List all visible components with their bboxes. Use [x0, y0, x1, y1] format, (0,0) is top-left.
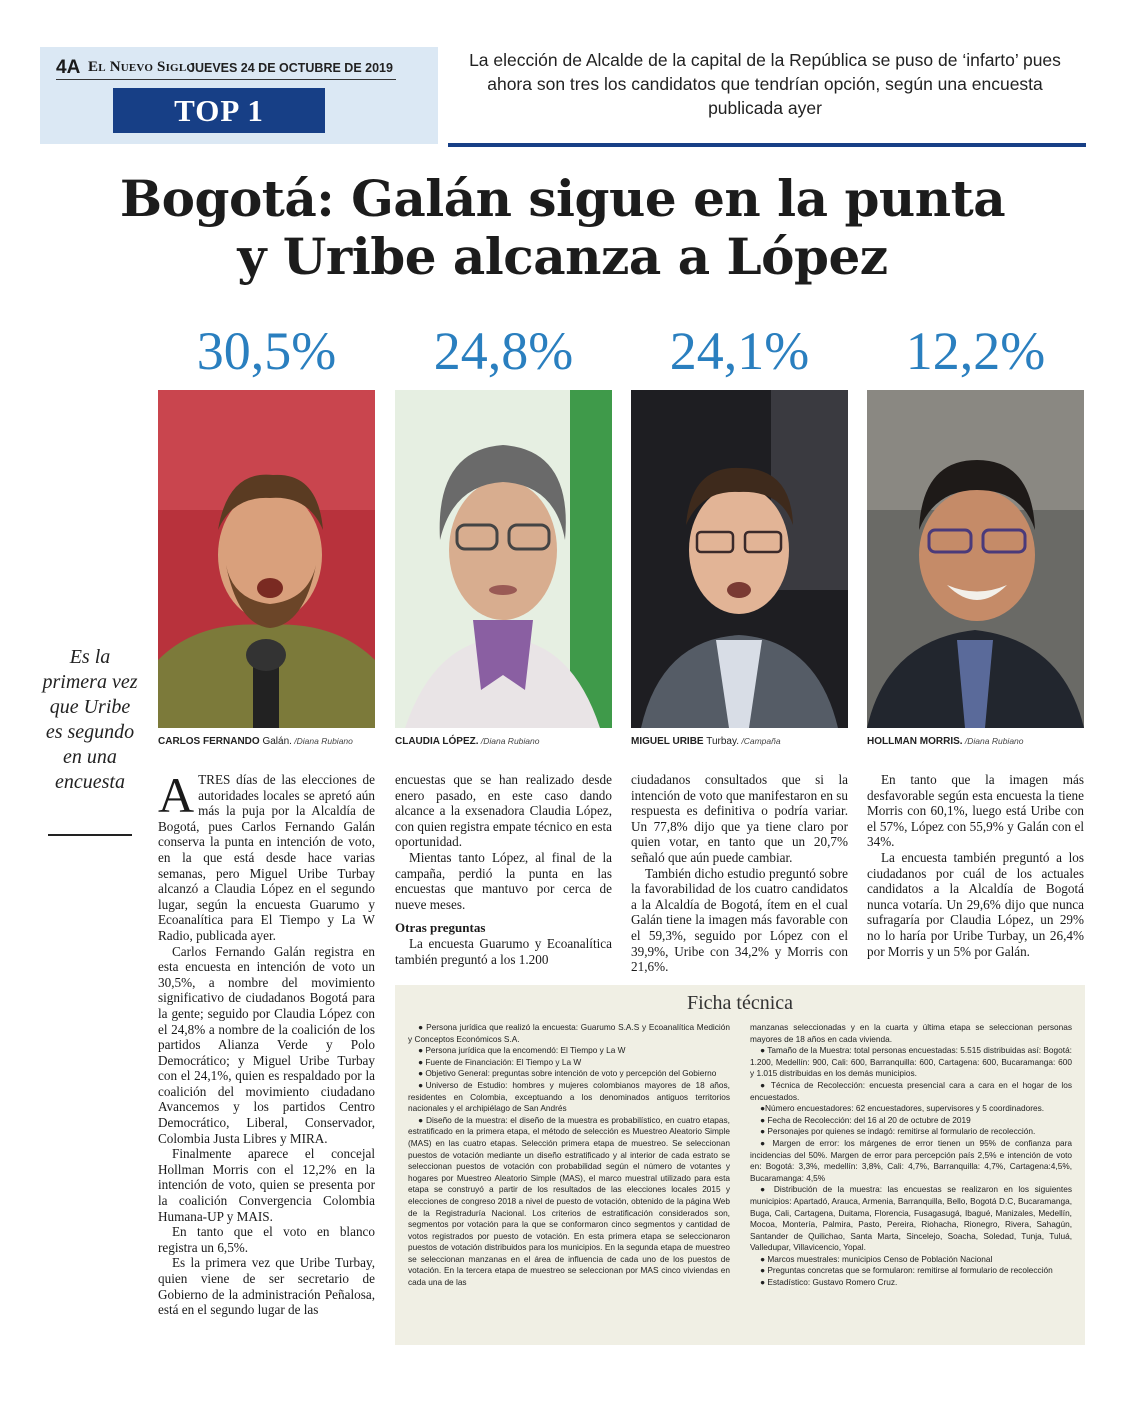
body-paragraph: ciudadanos consultados que si la intención de voto que manifestaron en su respuesta es definitiva o podría variar. Un 77,8% dijo que ya tiene claro por quien votar, en tanto que un 20,7% señaló que aún puede cambiar. — [631, 772, 848, 865]
pct-uribe: 24,1% — [669, 321, 810, 381]
body-paragraph: Carlos Fernando Galán registra en esta encuesta en intención de voto un 30,5%, a nombre del movimiento significativo de ciudadanos Bogotá para la gente; seguido por Claudia López con el 24,8% a nombre de la coalición de los partidos Alianza Verde y Polo Democrático; y Miguel Uribe Turbay con el 24,1%, quien es respaldado por la coalición del movimiento ciudadano Avancemos y los partidos Centro Democrático, Liberal, Conservador, Colombia Justa Libres y MIRA. — [158, 943, 375, 1146]
header-rule — [56, 79, 396, 80]
subheading: Otras preguntas — [395, 920, 486, 936]
photo-morris — [867, 390, 1084, 728]
ficha-item: ● Distribución de la muestra: las encuestas se realizaron en los siguientes municipios: Apartadó, Arauca, Armenia, Barranquilla, Bello, Bogotá D.C, Bucaramanga, Buga, Cali, Cartagena, Duitama, Florencia, Fusagasugá, Ibagué, Manizales, Medellín, Mocoa, Montería, Palmira, Pasto, Pereira, Riohacha, Rionegro, Rivera, Sahagún, Santander de Quilichao, Santa Marta, Sincelejo, Soacha, Soledad, Tunja, Tuluá, Valledupar, Villavicencio, Yopal. — [750, 1184, 1072, 1253]
caption-rest: Galán. — [259, 736, 292, 747]
caption-uribe — [631, 736, 781, 747]
body-column-2 — [395, 772, 612, 967]
pct-galan: 30,5% — [196, 321, 337, 381]
pull-quote: Es la primera vez que Uribe es segundo en una encuesta — [42, 646, 138, 793]
body-column-3 — [631, 772, 848, 975]
photo-credit: /Diana Rubiano — [962, 736, 1024, 746]
body-paragraph: Finalmente aparece el concejal Hollman Morris con el 12,2% en la intención de voto, quien se presenta por la coalición Convergencia Colombia Humana-UP y MAIS. — [158, 1146, 375, 1224]
ficha-item: ● Objetivo General: preguntas sobre intención de voto y percepción del Gobierno — [418, 1068, 717, 1079]
ficha-item: ● Marcos muestrales: municipios Censo de Población Nacional — [760, 1253, 993, 1264]
caption-name: MIGUEL URIBE — [631, 736, 704, 747]
ficha-item: ● Tamaño de la Muestra: total personas encuestadas: 5.515 distribuidas así: Bogotá: 1.200, Medellín: 900, Cali: 600, Barranquilla: 600, Cartagena: 600, Bucaramanga: 600 y 1.015 distribuidas en los demás municipios. — [750, 1045, 1072, 1079]
caption-name: HOLLMAN MORRIS. — [867, 736, 963, 747]
drop-cap: A — [158, 767, 195, 823]
headline-line-2: y Uribe alcanza a López — [237, 227, 888, 286]
ficha-item: manzanas seleccionadas y en la cuarta y última etapa se seleccionan personas mayores de 18 años en cada vivienda. — [750, 1022, 1072, 1044]
photo-uribe — [631, 390, 848, 728]
ficha-item: ● Preguntas concretas que se formularon: remitirse al formulario de recolección — [760, 1265, 1053, 1276]
ficha-tecnica-title: Ficha técnica — [686, 992, 794, 1014]
body-paragraph — [158, 767, 375, 944]
ficha-item: ● Fecha de Recolección: del 16 al 20 de octubre de 2019 — [760, 1114, 971, 1125]
page-number: 4A — [56, 57, 81, 78]
issue-date: JUEVES 24 DE OCTUBRE DE 2019 — [188, 61, 393, 75]
ficha-item: ● Fuente de Financiación: El Tiempo y La W — [418, 1056, 582, 1067]
body-paragraph: También dicho estudio preguntó sobre la favorabilidad de los cuatro candidatos a la Alcaldía de Bogotá, ítem en el cual Galán tiene la imagen más favorable con el 59,3%, seguido por López con el 39,9%, Uribe con 34,2% y Morris con 21,6%. — [631, 865, 848, 975]
headline-line-1: Bogotá: Galán sigue en la punta — [119, 169, 1006, 228]
ficha-item: ● Técnica de Recolección: encuesta presencial cara a cara en el hogar de los encuestados. — [750, 1079, 1072, 1102]
ficha-column-right — [750, 1022, 1072, 1289]
photo-credit: /Diana Rubiano — [291, 736, 353, 746]
ficha-item: ● Persona jurídica que realizó la encuesta: Guarumo S.A.S y Ecoanalítica Medición y Conceptos Económicos S.A. — [408, 1022, 730, 1044]
caption-rest: Turbay. — [703, 736, 739, 747]
deck-text: La elección de Alcalde de la capital de la República se puso de ‘infarto’ pues ahora son tres los candidatos que tendrían opción, según una encuesta publicada ayer — [469, 50, 1061, 118]
body-paragraph: encuestas que se han realizado desde enero pasado, en este caso dando alcance a la exsenadora Claudia López, con quien registra empate técnico en esta oportunidad. — [395, 772, 612, 850]
photo-galan — [158, 390, 375, 728]
body-column-4 — [867, 772, 1084, 959]
ficha-item: ● Estadístico: Gustavo Romero Cruz. — [760, 1277, 898, 1288]
body-paragraph: La encuesta Guarumo y Ecoanalítica también preguntó a los 1.200 — [395, 935, 612, 967]
caption-galan — [158, 736, 353, 747]
body-paragraph: Mientas tanto López, al final de la campaña, perdió la punta en las encuestas que mantuvo por cerca de nueve meses. — [395, 849, 612, 912]
body-paragraph: En tanto que el voto en blanco registra un 6,5%. — [158, 1224, 375, 1255]
section-badge: TOP 1 — [113, 88, 325, 133]
headline — [60, 170, 1065, 286]
caption-name: CARLOS FERNANDO — [158, 736, 260, 747]
ficha-item: ● Diseño de la muestra: el diseño de la muestra es probabilístico, en cuatro etapas, estratificado en la primera etapa, el método de selección es Muestreo Aleatorio Simple (MAS) en las cuatro etapas. Selección primera etapa de muestreo. Se seleccionan puestos de votación mediante un diseño estratificado y al interior de cada estrato se seleccionan puestos de votación con probabilidad según el número de votantes y hogares por Muestreo Aleatorio Simple (MAS), el marco muestral utilizado para esta etapa se construyó a partir de los resultados de las elecciones locales 2015 y elecciones de congreso 2018 a nivel de puesto de votación, obtenido de la página Web de la Registraduría Nacional. Los criterios de estratificación considerados son, segmentos por votación para la que se conformaron cinco segmentos y cantidad de votos registrados por puesto de votación. En esta primera etapa se seleccionaron puestos de votación distribuidos para los municipios. En la segunda etapa de muestreo se seleccionan manzanas en el área de influencia de cada uno de los puestos de votación. En la tercera etapa de muestreo se seleccionan por MAS cinco viviendas en cada una de las — [408, 1114, 730, 1288]
caption-lopez — [395, 736, 539, 747]
ficha-item: ● Persona jurídica que la encomendó: El Tiempo y La W — [418, 1045, 626, 1056]
body-text: TRES días de las elecciones de autoridades locales se apretó aún más la puja por la Alcaldía de Bogotá, pues Carlos Fernando Galán conserva la punta en intención de voto, en la que está desde hace varias semanas, pero Miguel Uribe Turbay alcanzó a Claudia López en el segundo lugar, según la encuesta Guarumo y Ecoanalítica para El Tiempo y La W Radio, publicada ayer. — [158, 772, 375, 943]
body-paragraph: En tanto que la imagen más desfavorable según esta encuesta la tiene Morris con 60,1%, luego está Uribe con el 57%, López con 55,9% y Galán con el 34%. — [867, 772, 1084, 850]
photo-lopez — [395, 390, 612, 728]
body-column-1 — [158, 767, 375, 1318]
pct-lopez: 24,8% — [433, 321, 574, 381]
deck-rule — [448, 143, 1086, 147]
photo-credit: /Campaña — [739, 736, 781, 746]
ficha-item: ●Número encuestadores: 62 encuestadores, supervisores y 5 coordinadores. — [760, 1103, 1045, 1114]
ficha-item: ●Universo de Estudio: hombres y mujeres colombianos mayores de 18 años, residentes en Colombia, exceptuando a los denominados antiguos territorios nacionales y el archipiélago de San Andrés — [408, 1079, 730, 1114]
pct-morris: 12,2% — [905, 321, 1046, 381]
body-paragraph: Es la primera vez que Uribe Turbay, quien viene de ser secretario de Gobierno de la administración Peñalosa, está en el segundo lugar de las — [158, 1255, 375, 1318]
ficha-item: ● Personajes por quienes se indagó: remitirse al formulario de recolección. — [760, 1126, 1036, 1137]
ficha-item: ● Margen de error: los márgenes de error tienen un 95% de confianza para incidencias del 50%. Margen de error para percepción país 2,5% e intención de voto en: Bogotá: 3,3%, medellín: 3,8%, Cali: 4,7%, Barranquilla: 4,7%, Cartagena:4,5%, Bucaramanga: 4,5% — [750, 1137, 1072, 1183]
caption-name: CLAUDIA LÓPEZ. — [395, 736, 479, 747]
newspaper-name: El Nuevo Siglo — [88, 59, 196, 75]
photo-credit: /Diana Rubiano — [478, 736, 540, 746]
ficha-column-left — [408, 1022, 730, 1289]
caption-morris — [867, 736, 1024, 747]
pull-quote-rule — [48, 834, 132, 836]
body-paragraph: La encuesta también preguntó a los ciudadanos por cuál de los actuales candidatos a la Alcaldía de Bogotá nunca votaría. Un 29,6% dijo que nunca sufragaría por Claudia López, un 29% no lo haría por Uribe Turbay, un 26,4% por Morris y un 5% por Galán. — [867, 849, 1084, 959]
